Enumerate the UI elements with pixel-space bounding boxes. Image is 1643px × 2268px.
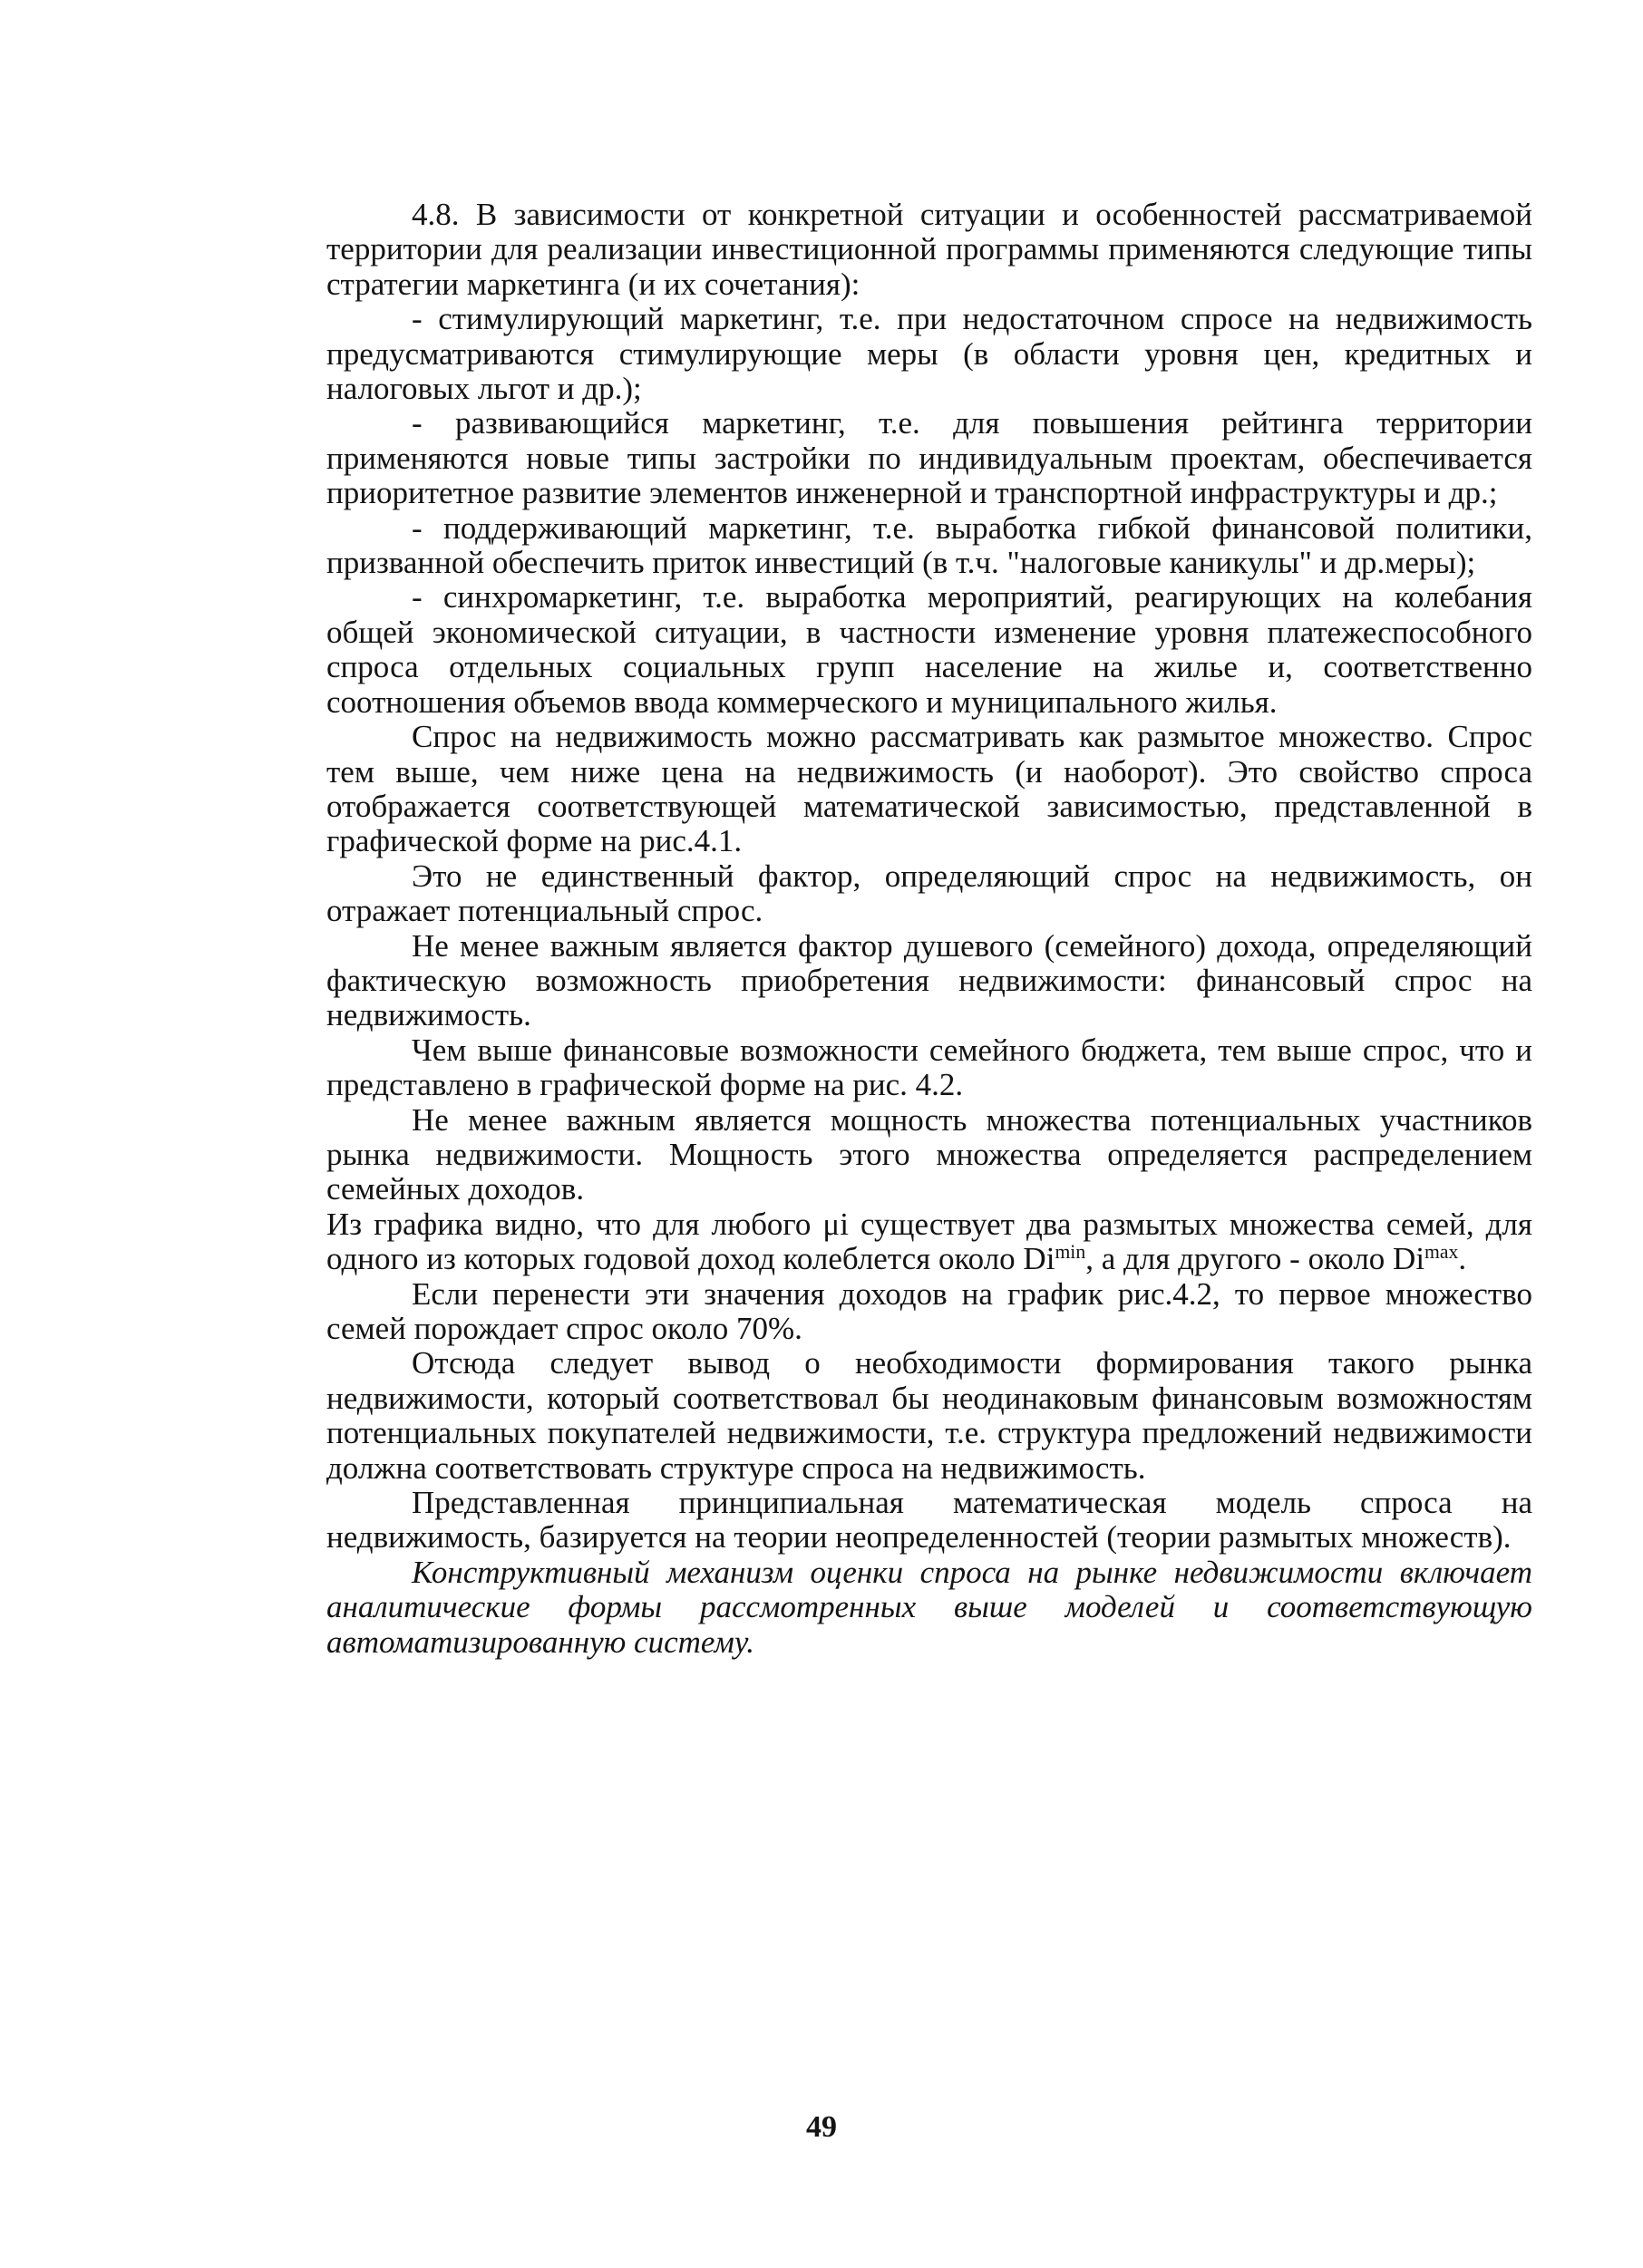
paragraph-income-factor: Не менее важным является фактор душевого (семейного) дохода, определяющий фактическую возможность приобретения недвижимости: финансовый спрос на недвижимость.	[326, 927, 1532, 1033]
paragraph-synchromarketing: - синхромаркетинг, т.е. выработка мероприятий, реагирующих на колебания общей экономической ситуации, в частности изменение уровня платежеспособного спроса отдельных социальных групп население на жилье и, соответственно соотношения объемов ввода коммерческого и муниципального жилья.	[326, 579, 1532, 720]
graph-observation-text-b: , а для другого - около Di	[1085, 1241, 1425, 1277]
paragraph-developing-marketing: - развивающийся маркетинг, т.е. для повышения рейтинга территории применяются новые типы застройки по индивидуальным проектам, обеспечивается приоритетное развитие элементов инженерной и транспортной инфраструктуры и др.;	[326, 405, 1532, 511]
paragraph-model-basis: Представленная принципиальная математическая модель спроса на недвижимость, базируется на теории неопределенностей (теории размытых множеств).	[326, 1485, 1532, 1556]
paragraph-graph-observation	[326, 1207, 1532, 1277]
paragraph-potential-demand: Это не единственный фактор, определяющий спрос на недвижимость, он отражает потенциальный спрос.	[326, 858, 1532, 929]
paragraph-demand-fuzzy-set: Спрос на недвижимость можно рассматривать как размытое множество. Спрос тем выше, чем ниже цена на недвижимость (и наоборот). Это свойство спроса отображается соответствующей математической зависимостью, представленной в графической форме на рис.4.1.	[326, 719, 1532, 859]
paragraph-family-budget: Чем выше финансовые возможности семейного бюджета, тем выше спрос, что и представлено в графической форме на рис. 4.2.	[326, 1032, 1532, 1103]
graph-observation-text-a: Из графика видно, что для любого μi существует два размытых множества семей, для одного из которых годовой доход колеблется около Di	[326, 1206, 1532, 1277]
paragraph-constructive-mechanism: Конструктивный механизм оценки спроса на рынке недвижимости включает аналитические формы рассмотренных выше моделей и соответствующую автоматизированную систему.	[326, 1554, 1532, 1660]
superscript-min: min	[1055, 1241, 1086, 1264]
graph-observation-text-c: .	[1458, 1241, 1467, 1277]
page-number: 49	[806, 2110, 837, 2144]
paragraph-demand-70: Если перенести эти значения доходов на график рис.4.2, то первое множество семей порождает спрос около 70%.	[326, 1275, 1532, 1346]
paragraph-conclusion: Отсюда следует вывод о необходимости формирования такого рынка недвижимости, который соответствовал бы неодинаковым финансовым возможностям потенциальных покупателей недвижимости, т.е. структура предложений недвижимости должна соответствовать структуре спроса на недвижимость.	[326, 1345, 1532, 1486]
paragraph-set-power: Не менее важным является мощность множества потенциальных участников рынка недвижимости. Мощность этого множества определяется распределением семейных доходов.	[326, 1101, 1532, 1207]
paragraph-stimulating-marketing: - стимулирующий маркетинг, т.е. при недостаточном спросе на недвижимость предусматриваются стимулирующие меры (в области уровня цен, кредитных и налоговых льгот и др.);	[326, 301, 1532, 407]
body-text	[326, 198, 1532, 1660]
paragraph-intro: 4.8. В зависимости от конкретной ситуации и особенностей рассматриваемой территории для реализации инвестиционной программы применяются следующие типы стратегии маркетинга (и их сочетания):	[326, 197, 1532, 302]
paragraph-supporting-marketing: - поддерживающий маркетинг, т.е. выработка гибкой финансовой политики, призванной обеспечить приток инвестиций (в т.ч. "налоговые каникулы" и др.меры);	[326, 509, 1532, 581]
superscript-max: max	[1424, 1241, 1459, 1264]
